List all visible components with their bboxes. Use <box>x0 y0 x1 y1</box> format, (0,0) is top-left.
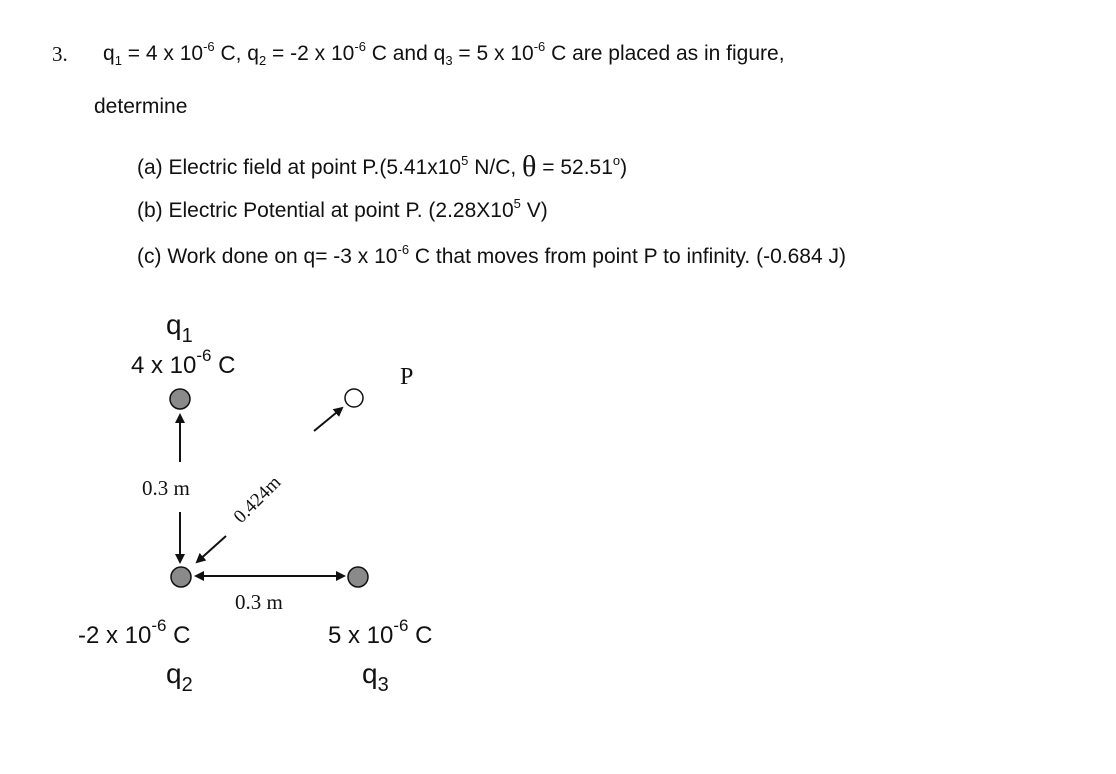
diagonal-arrow-to-q2 <box>197 536 226 562</box>
q2-label: $q_2$ <box>166 658 193 696</box>
charge-q3 <box>348 567 368 587</box>
q3-label: $q_3$ <box>362 658 389 696</box>
charge-q2 <box>171 567 191 587</box>
problem-continuation: determine <box>94 95 188 118</box>
problem-number: 3. <box>52 42 68 66</box>
point-p-label: P <box>400 364 414 390</box>
diagonal-distance-label: 0.424m <box>229 472 286 528</box>
part-c: (c) Work done on q= -3 x $10^{-6}$ C that moves from point P to infinity. (-0.684 J) <box>137 242 846 268</box>
q1-value: 4 x $10^{-6}$ C <box>131 346 236 379</box>
problem-statement: $q_1 = 4$ x $10^{-6}$ C, $q_2 = -2$ x $10^{-6}$ C and $q_3 = 5$ x $10^{-6}$ C are placed as in figure, <box>103 39 785 68</box>
vertical-distance-label: 0.3 m <box>142 476 190 500</box>
horizontal-distance-label: 0.3 m <box>235 590 283 614</box>
diagonal-arrow-to-p <box>314 408 342 431</box>
q1-label: $q_1$ <box>166 309 193 347</box>
theta-symbol: θ <box>522 150 537 183</box>
point-p <box>345 389 363 407</box>
charge-q1 <box>170 389 190 409</box>
part-b: (b) Electric Potential at point P. ($2.28X10^5$ V) <box>137 196 548 222</box>
q2-value: -2 x $10^{-6}$ C <box>78 616 191 649</box>
part-a: (a) Electric field at point $P.(5.41x10^5$ N/C, $\theta = 52.51^o$) <box>137 150 628 183</box>
q3-value: 5 x $10^{-6}$ C <box>328 616 433 649</box>
